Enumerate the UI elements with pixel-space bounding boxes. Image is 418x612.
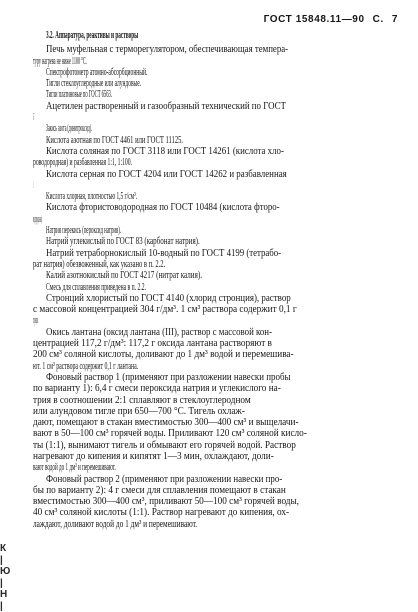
text-line: Фоновый раствор 1 (применяют при разложении навески пробы (46, 372, 405, 383)
text-line: Закись азота (динитроксид). (46, 123, 200, 134)
page-header (264, 14, 398, 25)
scan-margin-marks (0, 543, 10, 612)
margin-mark: | (0, 601, 10, 612)
text-line: нагревают до кипения и кипятят 1—3 мин, охлаждают, доли- (33, 451, 405, 462)
text-line: ты (1:1), вынимают тигель и обмывают его горячей водой. Раствор (33, 440, 405, 451)
text-line: Окись лантана (оксид лантана (III), раствор с массовой кон- (46, 327, 402, 338)
text-line: 1:1. (33, 180, 48, 191)
margin-mark: | (0, 578, 10, 590)
text-line: дают, помещают в стакан вместимостью 300—400 см³ и выщелачи- (33, 417, 404, 428)
text-line: роводородная) и разбавленная 1:1, 1:100. (33, 157, 261, 168)
text-line: Натрий тетраборнокислый 10-водный по ГОСТ 4199 (тетрабо- (46, 248, 400, 259)
text-line: туру нагрева не ниже 1100 °C. (33, 56, 201, 67)
text-line: ют. 1 см³ раствора содержит 0,1 г лантана. (33, 361, 268, 372)
text-line: Кислота азотная по ГОСТ 4461 или ГОСТ 11125. (46, 135, 310, 146)
text-line: Тигли платиновые по ГОСТ 6563. (46, 89, 230, 100)
text-line: Печь муфельная с терморегулятором, обеспечивающая темпера- (46, 44, 401, 55)
section-letter: С. (373, 14, 384, 25)
text-line: 5457. (33, 112, 55, 123)
text-line: Кислота соляная по ГОСТ 3118 или ГОСТ 14261 (кислота хло- (46, 146, 403, 157)
text-line: рат натрия) обезвоженный, как указано в п. 2.2. (33, 259, 296, 270)
text-line: 40 см³ соляной кислоты (1:1). Раствор нагревают до кипения, ох- (33, 507, 405, 518)
text-line: Стронций хлористый по ГОСТ 4140 (хлорид стронция), раствор (46, 293, 405, 304)
margin-mark: К (0, 543, 10, 555)
text-line: 200 см³ соляной кислоты, доливают до 1 дм³ водой и перемешива- (33, 349, 404, 360)
text-line: Кислота хлорная, плотностью 1,5 г/см³. (46, 191, 263, 202)
margin-mark: Ю (0, 566, 10, 578)
text-line: с массовой концентрацией 304 г/дм³. 1 см³ раствора содержит 0,1 г (33, 304, 405, 315)
text-line: вместимостью 300—400 см³, приливают 50—100 см³ горячей воды, (33, 496, 404, 507)
text-line: лаждают, доливают водой до 1 дм³ и перемешивают. (33, 519, 329, 530)
text-line: Натрий углекислый по ГОСТ 83 (карбонат натрия). (46, 236, 329, 247)
text-line: бы по варианту 2): 4 г смеси для сплавления помещают в стакан (33, 485, 404, 496)
text-line: Спектрофотометр атомно-абсорбционный. (46, 67, 270, 78)
text-line: по варианту 1): 6,4 г смеси пероксида натрия и углекислого на- (33, 383, 403, 394)
text-line: трия в соотношении 2:1 сплавляют в стеклоуглеродном (33, 395, 404, 406)
margin-mark: | (0, 555, 10, 567)
text-line: Кислота серная по ГОСТ 4204 или ГОСТ 14262 и разбавленная (46, 169, 404, 180)
text-line: стронция. (33, 315, 83, 326)
standard-number: ГОСТ 15848.11—90 (264, 14, 365, 25)
text-line: вают водой до 1 дм³ и перемешивают. (33, 462, 240, 473)
text-line: Калий азотнокислый по ГОСТ 4217 (нитрат калия). (46, 270, 332, 281)
text-line: водородная). (33, 214, 101, 225)
text-line: Кислота фтористоводородная по ГОСТ 10484 (кислота фторо- (46, 202, 400, 213)
text-line: или алундовом тигле при 650—700 °C. Тигель охлаж- (33, 406, 405, 417)
section-heading: 3.2. Аппаратура, реактивы и растворы (46, 30, 257, 41)
text-line: Натрия перекись (пероксид натрия). (46, 225, 242, 236)
text-line: Ацетилен растворенный и газообразный технический по ГОСТ (46, 101, 403, 112)
text-line: вают в 50—100 см³ горячей воды. Приливают 120 см³ соляной кисло- (33, 428, 405, 439)
margin-mark: Н (0, 589, 10, 601)
text-line: Тигли стеклоуглеродные или алундовые. (46, 78, 266, 89)
text-line: Смесь для сплавления приведена в п. 2.2. (46, 282, 274, 293)
document-body (0, 30, 418, 530)
text-line: центрацией 117,2 г/дм³: 117,2 г оксида лантана растворяют в (33, 338, 405, 349)
page-number: 7 (392, 14, 398, 25)
text-line: Фоновый раствор 2 (применяют при разложении навески про- (46, 474, 404, 485)
